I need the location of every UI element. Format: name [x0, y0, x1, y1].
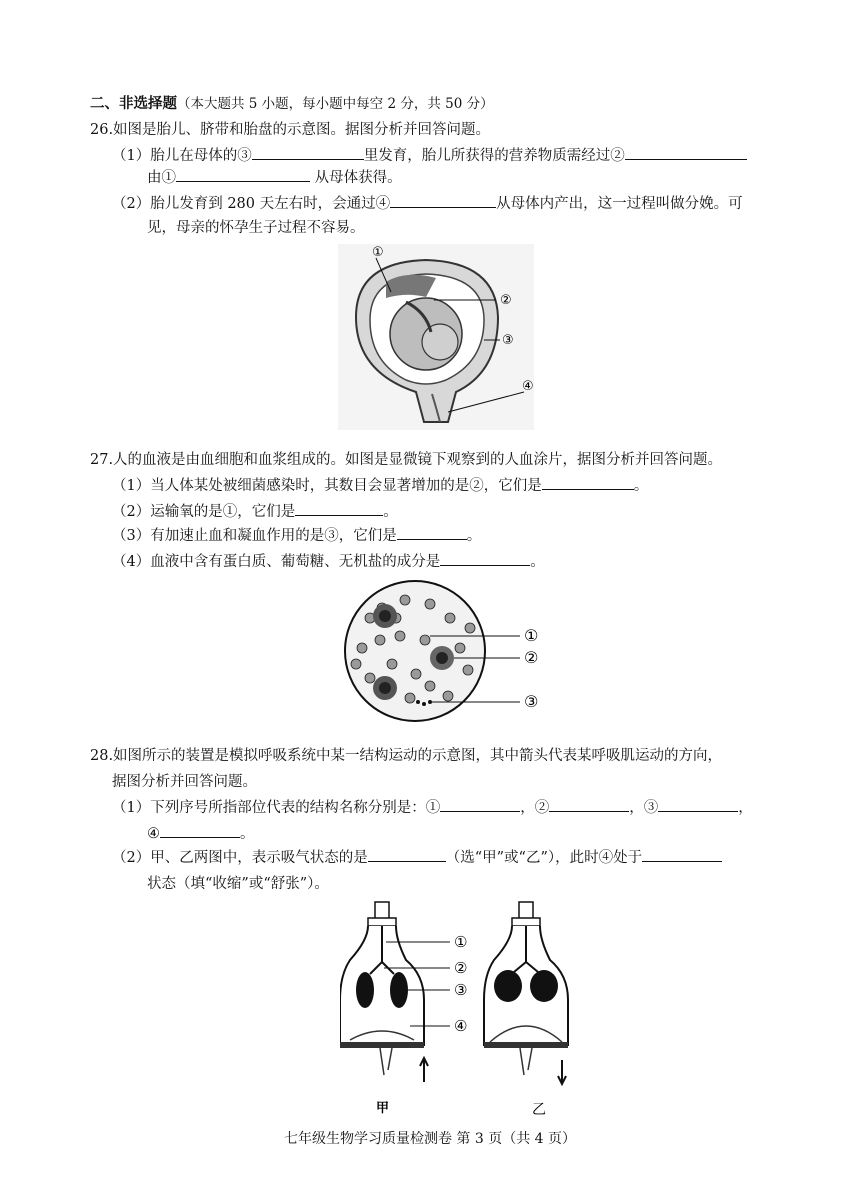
q28-p2-text-b: （选“甲”或“乙”），此时④处于 [445, 850, 643, 866]
q26-blank-2[interactable] [625, 145, 747, 160]
q27-p3-text: （3）有加速止血和凝血作用的是③，它们是 [112, 528, 397, 544]
q27-p2-text: （2）运输氧的是①，它们是 [112, 504, 296, 520]
q28-blank-4[interactable] [160, 823, 240, 838]
q26-stem: 26.如图是胎儿、脐带和胎盘的示意图。据图分析并回答问题。 [90, 122, 491, 138]
q28-blank-2[interactable] [549, 797, 629, 812]
q27-blank-4[interactable] [440, 551, 530, 566]
q28-stem-line1: 28.如图所示的装置是模拟呼吸系统中某一结构运动的示意图，其中箭头代表某呼吸肌运动的方向， [90, 748, 723, 764]
section-title: 二、非选择题 [90, 95, 177, 112]
jar-yi-caption: 乙 [532, 1102, 546, 1118]
q28-part1-line2 [147, 822, 255, 843]
q28-p1-text-e: ④ [147, 826, 160, 842]
jar-label-2: ② [454, 959, 468, 977]
breathing-model-diagram [340, 900, 580, 1120]
q27-part1 [112, 474, 648, 495]
q27-p4-period: 。 [530, 554, 545, 570]
q28-blank-6[interactable] [642, 847, 722, 862]
q26-p1-text-a: （1）胎儿在母体的③ [112, 148, 252, 164]
q26-blank-3[interactable] [176, 167, 310, 182]
q28-stem-line2: 据图分析并回答问题。 [112, 774, 257, 790]
q26-p2-text-c: 见，母亲的怀孕生子过程不容易。 [147, 220, 365, 236]
jar-yi [484, 902, 568, 1118]
q26-part1-line1 [112, 144, 747, 165]
q28-blank-1[interactable] [440, 797, 520, 812]
q28-p1-text-d: ， [738, 800, 753, 816]
q28-p1-text-c: ，③ [629, 800, 659, 816]
q26-blank-1[interactable] [252, 145, 364, 160]
q28-blank-5[interactable] [368, 847, 446, 862]
section-note: （本大题共 5 小题，每小题中每空 2 分，共 50 分） [177, 96, 494, 112]
fetus-label-3: ③ [502, 333, 514, 348]
q28-p1-text-a: （1）下列序号所指部位代表的结构名称分别是：① [112, 800, 441, 816]
blood-label-2: ② [524, 648, 539, 667]
jar-label-1: ① [454, 933, 468, 951]
q28-p1-text-f: 。 [240, 826, 255, 842]
q26-p1-text-d: 从母体获得。 [314, 170, 402, 186]
q26-p1-text-b: 里发育，胎儿所获得的营养物质需经过② [363, 148, 625, 164]
blood-label-1: ① [524, 626, 539, 645]
q26-part2-line1 [112, 192, 743, 213]
blood-label-3: ③ [524, 692, 539, 711]
q27-stem: 27.人的血液是由血细胞和血浆组成的。如图是显微镜下观察到的人血涂片，据图分析并回答问题。 [90, 452, 723, 468]
q28-p2-text-a: （2）甲、乙两图中，表示吸气状态的是 [112, 850, 368, 866]
q28-blank-3[interactable] [658, 797, 738, 812]
q27-blank-1[interactable] [542, 475, 634, 490]
q27-p4-text: （4）血液中含有蛋白质、葡萄糖、无机盐的成分是 [112, 554, 441, 570]
fetus-label-2: ② [500, 293, 512, 308]
section-heading [90, 92, 494, 113]
q27-p1-period: 。 [633, 478, 649, 494]
q26-p2-text-b: 从母体内产出，这一过程叫做分娩。可 [496, 196, 743, 212]
q28-part1-line1 [112, 796, 753, 817]
q27-part2 [112, 500, 398, 521]
jar-label-4: ④ [454, 1017, 468, 1035]
q26-blank-4[interactable] [390, 193, 496, 208]
jar-jia-caption: 甲 [376, 1101, 390, 1116]
q27-blank-2[interactable] [295, 501, 383, 516]
jar-jia [340, 902, 467, 1116]
q28-p2-text-c: 状态（填“收缩”或“舒张”）。 [147, 876, 329, 892]
q27-blank-3[interactable] [397, 525, 467, 540]
blood-smear-diagram [330, 578, 552, 728]
q28-p1-text-b: ，② [520, 800, 550, 816]
page-footer: 七年级生物学习质量检测卷 第 3 页（共 4 页） [283, 1131, 577, 1147]
q27-part4 [112, 550, 545, 571]
q27-part3 [112, 524, 481, 545]
q26-p1-text-c: 由① [147, 170, 176, 186]
q27-p1-text: （1）当人体某处被细菌感染时，其数目会显著增加的是②，它们是 [112, 478, 542, 494]
jar-label-3: ③ [454, 981, 468, 999]
fetus-placenta-diagram [336, 242, 536, 432]
q27-p2-period: 。 [383, 504, 398, 520]
fetus-label-4: ④ [522, 379, 534, 394]
fetus-label-1: ① [372, 245, 384, 260]
q26-p2-text-a: （2）胎儿发育到 280 天左右时，会通过④ [112, 196, 391, 212]
q27-p3-period: 。 [466, 528, 482, 544]
q26-part1-line2 [147, 166, 402, 187]
q28-part2-line1 [112, 846, 722, 867]
